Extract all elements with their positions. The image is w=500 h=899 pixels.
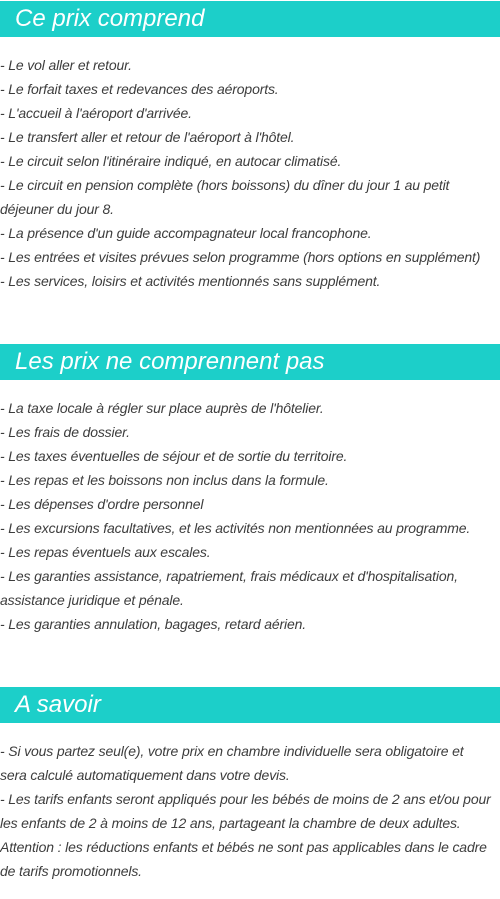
section-list-excludes: [0, 396, 500, 636]
list-item-continuation: déjeuner du jour 8.: [0, 201, 114, 217]
list-item: - Le forfait taxes et redevances des aéroports.: [0, 81, 279, 97]
section-header-info: [0, 687, 500, 723]
section-header-excludes: [0, 344, 500, 380]
section-list-info: [0, 739, 500, 883]
list-item: - Les taxes éventuelles de séjour et de sortie du territoire.: [0, 448, 348, 464]
list-item: - Les entrées et visites prévues selon programme (hors options en supplément): [0, 249, 481, 265]
list-item-continuation: sera calculé automatiquement dans votre devis.: [0, 767, 290, 783]
list-item: - Les repas et les boissons non inclus dans la formule.: [0, 472, 329, 488]
list-item: - Le circuit selon l'itinéraire indiqué, en autocar climatisé.: [0, 153, 342, 169]
list-item: - Les tarifs enfants seront appliqués pour les bébés de moins de 2 ans et/ou pour: [0, 791, 491, 807]
section-title: Ce prix comprend: [15, 5, 205, 32]
section-list-includes: [0, 53, 500, 293]
section-title: Les prix ne comprennent pas: [15, 348, 325, 375]
list-item: - Le transfert aller et retour de l'aéroport à l'hôtel.: [0, 129, 295, 145]
list-item: - L'accueil à l'aéroport d'arrivée.: [0, 105, 192, 121]
list-item: - Si vous partez seul(e), votre prix en chambre individuelle sera obligatoire et: [0, 743, 464, 759]
section-header-includes: [0, 1, 500, 37]
list-item: - La présence d'un guide accompagnateur local francophone.: [0, 225, 372, 241]
list-item: - Le vol aller et retour.: [0, 57, 132, 73]
list-item: - Les frais de dossier.: [0, 424, 130, 440]
list-item: - Les repas éventuels aux escales.: [0, 544, 211, 560]
list-item-continuation: les enfants de 2 à moins de 12 ans, partageant la chambre de deux adultes.: [0, 815, 461, 831]
list-item-continuation: assistance juridique et pénale.: [0, 592, 184, 608]
list-item: - Les garanties annulation, bagages, retard aérien.: [0, 616, 307, 632]
list-item: - Le circuit en pension complète (hors boissons) du dîner du jour 1 au petit: [0, 177, 450, 193]
section-title: A savoir: [15, 691, 101, 718]
list-item: - Les garanties assistance, rapatriement, frais médicaux et d'hospitalisation,: [0, 568, 458, 584]
list-item: - Les excursions facultatives, et les activités non mentionnées au programme.: [0, 520, 471, 536]
list-item: Attention : les réductions enfants et bébés ne sont pas applicables dans le cadre: [0, 839, 487, 855]
list-item-continuation: de tarifs promotionnels.: [0, 863, 142, 879]
list-item: - La taxe locale à régler sur place auprès de l'hôtelier.: [0, 400, 324, 416]
list-item: - Les dépenses d'ordre personnel: [0, 496, 204, 512]
list-item: - Les services, loisirs et activités mentionnés sans supplément.: [0, 273, 381, 289]
